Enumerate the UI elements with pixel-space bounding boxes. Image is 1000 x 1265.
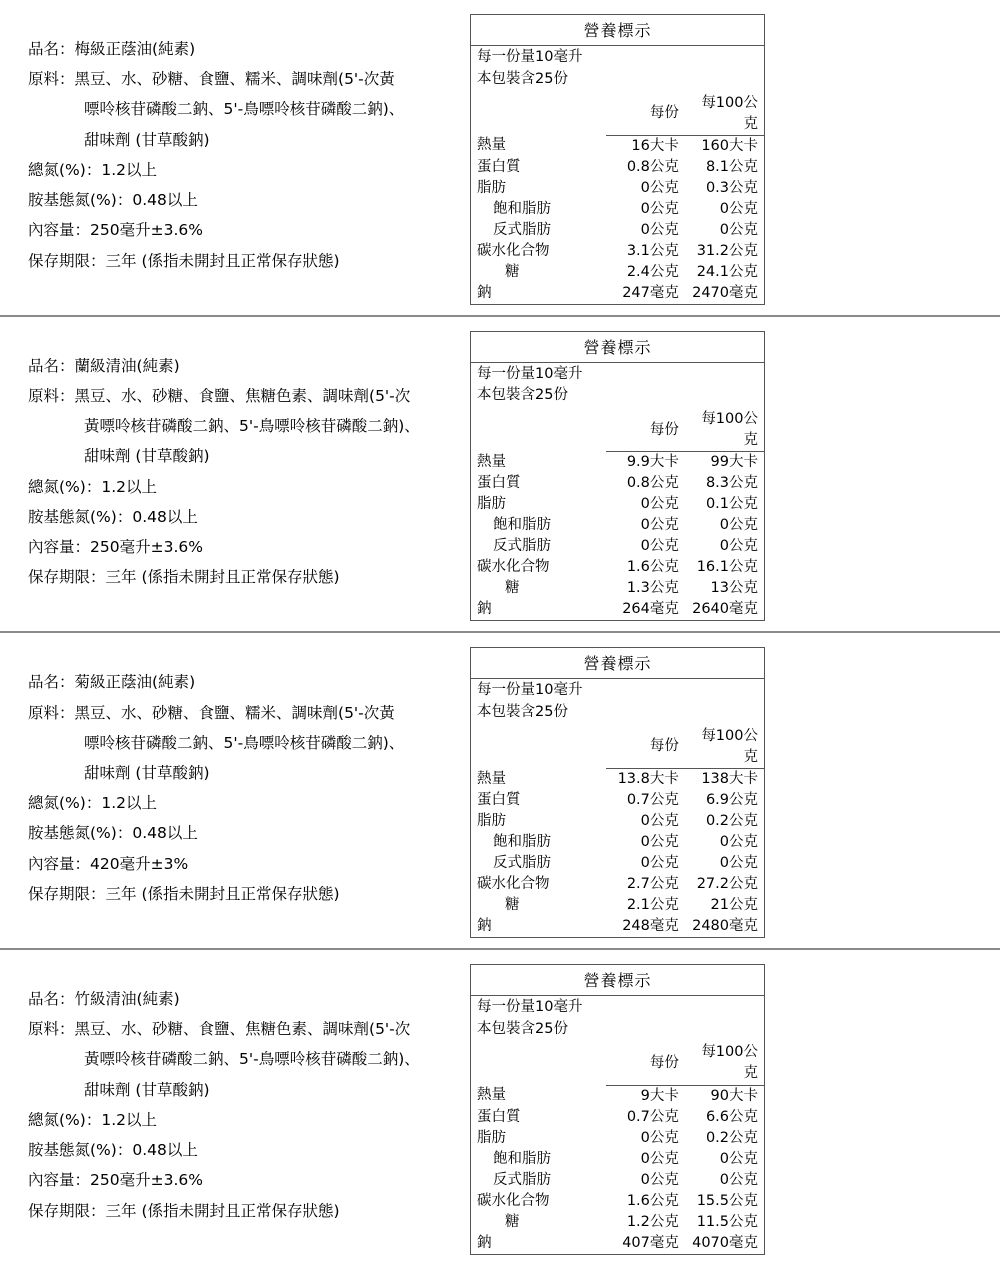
nutrient-name: 脂肪 xyxy=(477,179,506,196)
nutrient-name: 鈉 xyxy=(477,1234,492,1251)
nutrition-header-blank xyxy=(471,726,606,769)
serving-size: 每一份量10毫升 xyxy=(477,49,583,65)
nutrition-row xyxy=(471,157,764,178)
description-label: 總氮(%)： xyxy=(28,1110,102,1129)
description-label: 原料： xyxy=(28,1020,75,1039)
nutrition-header-row xyxy=(471,409,764,452)
description-value: 1.2以上 xyxy=(101,1110,157,1129)
description-label: 保存期限： xyxy=(28,251,106,270)
description-value: 420毫升±3% xyxy=(90,854,189,873)
nutrient-per-100g: 0公克 xyxy=(719,1171,758,1188)
serving-size: 每一份量10毫升 xyxy=(477,682,583,699)
nutrient-name: 脂肪 xyxy=(477,496,506,513)
nutrient-per-serving: 0.7公克 xyxy=(626,791,679,808)
nutrient-per-100g: 0.2公克 xyxy=(705,812,758,829)
nutrition-title: 營養標示 xyxy=(471,648,764,679)
nutrient-per-serving: 1.3公克 xyxy=(626,580,679,597)
nutrition-table-body xyxy=(471,1085,764,1254)
nutrition-table-head xyxy=(471,1042,764,1085)
nutrient-name: 鈉 xyxy=(477,284,492,301)
nutrient-per-serving: 3.1公克 xyxy=(626,242,679,259)
nutrition-row xyxy=(471,1128,764,1149)
nutrition-table-body xyxy=(471,768,764,937)
description-row xyxy=(28,698,470,728)
nutrition-row xyxy=(471,895,764,916)
description-row xyxy=(28,849,470,879)
nutrient-name: 熱量 xyxy=(477,770,506,787)
nutrient-name: 飽和脂肪 xyxy=(493,517,551,534)
nutrient-per-serving: 13.8大卡 xyxy=(617,770,679,787)
product-block xyxy=(0,317,1000,632)
nutrient-per-100g: 2480毫克 xyxy=(692,917,758,934)
nutrition-facts-panel xyxy=(470,14,765,305)
nutrient-per-100g: 0公克 xyxy=(719,517,758,534)
description-row xyxy=(28,667,470,697)
nutrient-per-serving: 0公克 xyxy=(640,812,679,829)
description-row xyxy=(28,562,470,592)
description-row xyxy=(28,246,470,276)
description-value: 0.48以上 xyxy=(132,1141,198,1160)
nutrient-name: 飽和脂肪 xyxy=(493,200,551,217)
nutrient-per-100g: 6.9公克 xyxy=(705,791,758,808)
description-row xyxy=(28,64,470,94)
description-label: 總氮(%)： xyxy=(28,160,102,179)
nutrient-name: 熱量 xyxy=(477,137,506,154)
description-continuation-line: 甜味劑 (甘草酸鈉) xyxy=(84,763,210,782)
description-value: 黑豆、水、砂糖、食鹽、焦糖色素、調味劑(5'-次 xyxy=(74,1020,411,1039)
nutrient-name: 碳水化合物 xyxy=(477,242,550,259)
nutrition-row xyxy=(471,1212,764,1233)
description-continuation-line: 甜味劑 (甘草酸鈉) xyxy=(84,130,210,149)
nutrition-row xyxy=(471,832,764,853)
description-row xyxy=(28,788,470,818)
product-block xyxy=(0,0,1000,315)
nutrition-table-body xyxy=(471,135,764,304)
serving-info xyxy=(471,363,764,408)
nutrient-name: 反式脂肪 xyxy=(493,1171,551,1188)
nutrition-row xyxy=(471,1149,764,1170)
nutrient-per-100g: 8.1公克 xyxy=(705,158,758,175)
description-row xyxy=(28,1135,470,1165)
nutrient-per-serving: 0公克 xyxy=(640,200,679,217)
nutrient-name: 脂肪 xyxy=(477,812,506,829)
description-continuation-line: 黃嘌呤核苷磷酸二鈉、5'-鳥嘌呤核苷磷酸二鈉)、 xyxy=(84,1050,420,1069)
nutrition-row xyxy=(471,1233,764,1254)
description-row xyxy=(28,1014,470,1044)
nutrient-name: 反式脂肪 xyxy=(493,221,551,238)
nutrient-per-serving: 9大卡 xyxy=(640,1087,679,1104)
nutrition-table-head xyxy=(471,93,764,136)
nutrition-row xyxy=(471,262,764,283)
description-value: 黑豆、水、砂糖、食鹽、糯米、調味劑(5'-次黃 xyxy=(74,703,395,722)
description-label: 原料： xyxy=(28,70,75,89)
product-description xyxy=(0,325,470,593)
nutrient-per-100g: 21公克 xyxy=(710,896,758,913)
nutrition-header-blank xyxy=(471,1042,606,1085)
description-value: 三年 (係指未開封且正常保存狀態) xyxy=(105,1201,340,1220)
description-value: 1.2以上 xyxy=(101,477,157,496)
nutrient-name: 熱量 xyxy=(477,453,506,470)
description-label: 品名： xyxy=(28,989,75,1008)
nutrient-per-serving: 0公克 xyxy=(640,833,679,850)
description-label: 胺基態氮(%)： xyxy=(28,824,133,843)
nutrient-per-100g: 2470毫克 xyxy=(692,284,758,301)
nutrient-per-100g: 0公克 xyxy=(719,200,758,217)
nutrient-name: 蛋白質 xyxy=(477,1108,521,1125)
nutrient-per-100g: 16.1公克 xyxy=(696,559,758,576)
nutrition-facts-panel xyxy=(470,647,765,938)
nutrient-per-serving: 0公克 xyxy=(640,517,679,534)
nutrient-per-100g: 0.2公克 xyxy=(705,1129,758,1146)
description-row xyxy=(28,472,470,502)
nutrient-per-serving: 1.2公克 xyxy=(626,1213,679,1230)
nutrient-name: 蛋白質 xyxy=(477,791,521,808)
nutrient-name: 反式脂肪 xyxy=(493,854,551,871)
serving-size: 每一份量10毫升 xyxy=(477,998,583,1015)
nutrient-per-serving: 0.8公克 xyxy=(626,158,679,175)
nutrient-per-100g: 0.1公克 xyxy=(705,496,758,513)
nutrition-row xyxy=(471,1085,764,1107)
description-value: 蘭級清油(純素) xyxy=(74,356,180,375)
nutrition-title: 營養標示 xyxy=(471,332,764,363)
description-value: 250毫升±3.6% xyxy=(90,537,203,556)
nutrition-row xyxy=(471,916,764,937)
description-label: 品名： xyxy=(28,673,75,692)
description-value: 0.48以上 xyxy=(132,507,198,526)
nutrient-per-serving: 1.6公克 xyxy=(626,559,679,576)
nutrient-name: 鈉 xyxy=(477,601,492,618)
nutrient-per-100g: 0公克 xyxy=(719,1150,758,1167)
nutrition-row xyxy=(471,452,764,474)
nutrient-per-serving: 0.8公克 xyxy=(626,475,679,492)
nutrient-per-100g: 15.5公克 xyxy=(696,1192,758,1209)
nutrition-table-head xyxy=(471,409,764,452)
nutrition-title: 營養標示 xyxy=(471,965,764,996)
description-value: 梅級正蔭油(純素) xyxy=(74,40,196,58)
nutrient-per-serving: 0公克 xyxy=(640,221,679,238)
nutrition-row xyxy=(471,599,764,620)
nutrition-row xyxy=(471,178,764,199)
description-value: 1.2以上 xyxy=(101,160,157,179)
description-row xyxy=(28,185,470,215)
product-block xyxy=(0,633,1000,948)
nutrient-per-serving: 0公克 xyxy=(640,1171,679,1188)
product-description xyxy=(0,641,470,909)
nutrition-row xyxy=(471,811,764,832)
nutrient-name: 反式脂肪 xyxy=(493,538,551,555)
nutrient-per-serving: 9.9大卡 xyxy=(626,454,679,471)
description-continuation-line: 黃嘌呤核苷磷酸二鈉、5'-鳥嘌呤核苷磷酸二鈉)、 xyxy=(84,417,420,436)
nutrient-per-serving: 2.1公克 xyxy=(626,896,679,913)
nutrient-name: 碳水化合物 xyxy=(477,875,550,892)
nutrition-header-row xyxy=(471,726,764,769)
description-continuation-line: 甜味劑 (甘草酸鈉) xyxy=(84,1080,210,1099)
nutrition-table-body xyxy=(471,452,764,621)
product-description xyxy=(0,8,470,276)
nutrition-facts-panel xyxy=(470,964,765,1255)
nutrient-name: 飽和脂肪 xyxy=(493,1150,551,1167)
nutrient-per-serving: 0公克 xyxy=(640,1150,679,1167)
nutrition-title: 營養標示 xyxy=(471,15,764,46)
nutrient-name: 糖 xyxy=(505,580,520,597)
nutrient-name: 飽和脂肪 xyxy=(493,833,551,850)
description-value: 黑豆、水、砂糖、食鹽、焦糖色素、調味劑(5'-次 xyxy=(74,386,411,405)
nutrient-per-100g: 4070毫克 xyxy=(692,1234,758,1251)
nutrient-per-serving: 0公克 xyxy=(640,538,679,555)
description-label: 保存期限： xyxy=(28,884,106,903)
description-label: 內容量： xyxy=(28,1171,91,1190)
description-continuation-line: 嘌呤核苷磷酸二鈉、5'-鳥嘌呤核苷磷酸二鈉)、 xyxy=(84,733,405,752)
description-row xyxy=(28,1196,470,1226)
description-label: 品名： xyxy=(28,356,75,375)
nutrition-row xyxy=(471,1191,764,1212)
description-label: 內容量： xyxy=(28,221,91,240)
description-label: 內容量： xyxy=(28,854,91,873)
nutrition-column-header: 每100公克 xyxy=(685,1042,764,1085)
nutrient-per-100g: 138大卡 xyxy=(701,770,758,787)
description-row xyxy=(28,502,470,532)
nutrition-row xyxy=(471,1107,764,1128)
nutrition-table xyxy=(471,726,764,937)
description-row xyxy=(28,215,470,245)
nutrient-per-100g: 11.5公克 xyxy=(696,1213,758,1230)
nutrition-row xyxy=(471,515,764,536)
nutrition-row xyxy=(471,578,764,599)
nutrition-header-blank xyxy=(471,409,606,452)
nutrient-per-100g: 99大卡 xyxy=(710,454,758,471)
description-label: 總氮(%)： xyxy=(28,794,102,813)
nutrition-column-header: 每100公克 xyxy=(685,93,764,136)
description-label: 原料： xyxy=(28,386,75,405)
nutrient-name: 蛋白質 xyxy=(477,158,521,175)
description-row xyxy=(28,879,470,909)
description-value: 0.48以上 xyxy=(132,191,198,210)
nutrition-facts-panel xyxy=(470,331,765,622)
description-value: 黑豆、水、砂糖、食鹽、糯米、調味劑(5'-次黃 xyxy=(74,70,395,89)
nutrient-name: 糖 xyxy=(505,263,520,280)
nutrient-per-100g: 2640毫克 xyxy=(692,601,758,618)
description-value: 菊級正蔭油(純素) xyxy=(74,673,196,692)
nutrient-per-100g: 90大卡 xyxy=(710,1087,758,1104)
description-row xyxy=(28,1105,470,1135)
nutrient-per-100g: 27.2公克 xyxy=(696,875,758,892)
nutrition-column-header: 每份 xyxy=(606,1042,685,1085)
nutrition-column-header: 每100公克 xyxy=(685,726,764,769)
nutrition-table xyxy=(471,409,764,620)
nutrition-table xyxy=(471,93,764,304)
description-label: 保存期限： xyxy=(28,568,106,587)
nutrient-per-100g: 160大卡 xyxy=(701,137,758,154)
nutrient-name: 碳水化合物 xyxy=(477,1192,550,1209)
nutrition-row xyxy=(471,874,764,895)
nutrient-per-100g: 0公克 xyxy=(719,854,758,871)
description-value: 三年 (係指未開封且正常保存狀態) xyxy=(105,884,340,903)
nutrition-row xyxy=(471,768,764,790)
nutrient-name: 糖 xyxy=(505,1213,520,1230)
serving-info xyxy=(471,996,764,1041)
description-value: 250毫升±3.6% xyxy=(90,221,203,240)
nutrient-per-serving: 2.4公克 xyxy=(626,263,679,280)
nutrition-row xyxy=(471,853,764,874)
nutrition-row xyxy=(471,790,764,811)
description-row xyxy=(28,984,470,1014)
nutrition-table-head xyxy=(471,726,764,769)
serving-size: 每一份量10毫升 xyxy=(477,365,583,382)
nutrition-row xyxy=(471,494,764,515)
description-row xyxy=(28,351,470,381)
description-label: 保存期限： xyxy=(28,1201,106,1220)
nutrition-row xyxy=(471,473,764,494)
description-label: 品名： xyxy=(28,40,75,58)
nutrient-per-serving: 0公克 xyxy=(640,1129,679,1146)
nutrient-per-serving: 0公克 xyxy=(640,496,679,513)
servings-per-package: 本包裝含25份 xyxy=(477,1020,568,1037)
nutrient-name: 鈉 xyxy=(477,917,492,934)
nutrient-per-serving: 264毫克 xyxy=(622,601,679,618)
nutrition-column-header: 每份 xyxy=(606,93,685,136)
nutrient-name: 熱量 xyxy=(477,1087,506,1104)
servings-per-package: 本包裝含25份 xyxy=(477,704,568,721)
nutrient-per-100g: 0公克 xyxy=(719,833,758,850)
nutrient-per-100g: 24.1公克 xyxy=(696,263,758,280)
nutrient-per-serving: 2.7公克 xyxy=(626,875,679,892)
nutrition-column-header: 每100公克 xyxy=(685,409,764,452)
description-row xyxy=(28,381,470,411)
serving-info xyxy=(471,679,764,724)
description-row xyxy=(28,532,470,562)
description-value: 三年 (係指未開封且正常保存狀態) xyxy=(105,251,340,270)
description-label: 內容量： xyxy=(28,537,91,556)
description-label: 胺基態氮(%)： xyxy=(28,507,133,526)
nutrition-header-row xyxy=(471,1042,764,1085)
nutrition-row xyxy=(471,199,764,220)
nutrition-header-row xyxy=(471,93,764,136)
nutrient-per-100g: 31.2公克 xyxy=(696,242,758,259)
nutrition-row xyxy=(471,1170,764,1191)
nutrition-row xyxy=(471,241,764,262)
product-block xyxy=(0,950,1000,1265)
nutrition-header-blank xyxy=(471,93,606,136)
nutrition-column-header: 每份 xyxy=(606,726,685,769)
nutrient-name: 碳水化合物 xyxy=(477,559,550,576)
description-value: 1.2以上 xyxy=(101,794,157,813)
description-label: 胺基態氮(%)： xyxy=(28,191,133,210)
nutrient-per-serving: 248毫克 xyxy=(622,917,679,934)
description-value: 三年 (係指未開封且正常保存狀態) xyxy=(105,568,340,587)
nutrient-name: 蛋白質 xyxy=(477,475,521,492)
nutrition-row xyxy=(471,283,764,304)
nutrient-per-100g: 0公克 xyxy=(719,221,758,238)
nutrition-row xyxy=(471,536,764,557)
servings-per-package: 本包裝含25份 xyxy=(477,70,568,87)
nutrient-per-serving: 0公克 xyxy=(640,179,679,196)
nutrition-table xyxy=(471,1042,764,1253)
description-label: 總氮(%)： xyxy=(28,477,102,496)
nutrient-per-100g: 0.3公克 xyxy=(705,179,758,196)
nutrition-row xyxy=(471,220,764,241)
description-label: 胺基態氮(%)： xyxy=(28,1141,133,1160)
nutrient-per-100g: 6.6公克 xyxy=(705,1108,758,1125)
description-row xyxy=(28,818,470,848)
description-label: 原料： xyxy=(28,703,75,722)
description-row xyxy=(28,34,470,64)
nutrient-name: 糖 xyxy=(505,896,520,913)
nutrition-column-header: 每份 xyxy=(606,409,685,452)
description-continuation-line: 甜味劑 (甘草酸鈉) xyxy=(84,447,210,466)
description-row xyxy=(28,1165,470,1195)
nutrient-per-serving: 0.7公克 xyxy=(626,1108,679,1125)
product-description xyxy=(0,958,470,1226)
nutrient-per-serving: 1.6公克 xyxy=(626,1192,679,1209)
description-continuation-line: 嘌呤核苷磷酸二鈉、5'-鳥嘌呤核苷磷酸二鈉)、 xyxy=(84,100,405,119)
nutrition-row xyxy=(471,135,764,157)
description-value: 250毫升±3.6% xyxy=(90,1171,203,1190)
nutrient-name: 脂肪 xyxy=(477,1129,506,1146)
nutrient-per-serving: 247毫克 xyxy=(622,284,679,301)
description-value: 0.48以上 xyxy=(132,824,198,843)
description-row xyxy=(28,155,470,185)
nutrient-per-100g: 8.3公克 xyxy=(705,475,758,492)
nutrition-row xyxy=(471,557,764,578)
serving-info xyxy=(471,46,764,91)
description-value: 竹級清油(純素) xyxy=(74,989,180,1008)
nutrient-per-serving: 0公克 xyxy=(640,854,679,871)
nutrient-per-100g: 13公克 xyxy=(710,580,758,597)
nutrient-per-100g: 0公克 xyxy=(719,538,758,555)
nutrient-per-serving: 407毫克 xyxy=(622,1234,679,1251)
nutrient-per-serving: 16大卡 xyxy=(631,137,679,154)
servings-per-package: 本包裝含25份 xyxy=(477,387,568,404)
